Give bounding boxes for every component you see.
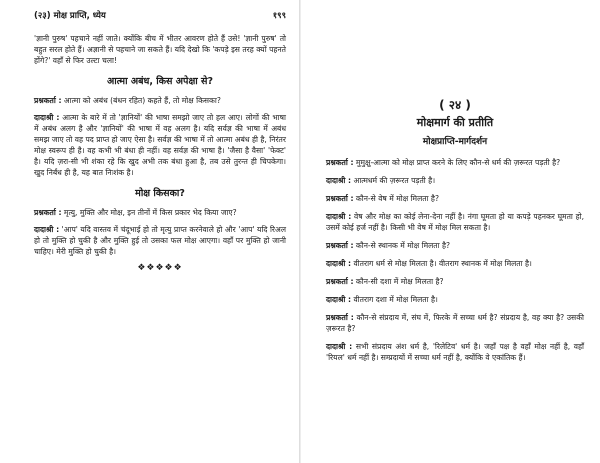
dialogue-answer xyxy=(326,341,584,363)
dialogue-question xyxy=(326,312,584,334)
dialogue-text: वेष और मोक्ष का कोई लेना-देना नहीं है। नंगा घूमता हो या कपड़े पहनकर घूमता हो, उसमें कोई हर्ज नहीं है। किसी भी वेष में मोक्ष मिल सकता है। xyxy=(326,212,584,232)
dialogue-text: वीतराग दशा में मोक्ष मिलता है। xyxy=(351,295,438,304)
speaker-label: दादाश्री : xyxy=(326,342,353,351)
dialogue-question xyxy=(326,193,584,204)
speaker-label: दादाश्री : xyxy=(326,259,352,268)
dialogue-text: आत्मा को अबंध (बंधन रहित) कहते हैं, तो मोक्ष किसका? xyxy=(61,96,221,105)
chapter-number: ( २४ ) xyxy=(439,98,471,112)
dialogue-text: आत्मधर्म की ज़रूरत पड़ती है। xyxy=(351,176,436,185)
dialogue-text: कौन-सी दशा में मोक्ष मिलता है? xyxy=(353,277,444,286)
speaker-label: दादाश्री : xyxy=(34,225,60,234)
dialogue-text: वीतराग धर्म से मोक्ष मिलता है। वीतराग स्थानक में मोक्ष मिलता है। xyxy=(351,259,532,268)
dialogue-text: कौन-से वेष में मोक्ष मिलता है? xyxy=(353,194,439,203)
dialogue-text: मुमुक्षु-आत्मा को मोक्ष प्राप्त करने के लिए कौन-से धर्म की ज़रूरत पड़ती है? xyxy=(353,158,561,167)
chapter-subtitle: मोक्षप्राप्ति-मार्गदर्शन xyxy=(422,137,488,147)
intro-paragraph: 'ज्ञानी पुरुष' पहचाने नहीं जाते। क्योंकि बीच में भीतर आवरण होते हैं उसे! 'ज्ञानी पुरुष' तो बहुत सरल होते हैं। अज्ञानी से पहचाने जा सकते हैं। यदि देखो कि 'कपड़े इस तरह क्यों पहनते होंगे?' वहाँ से फिर उल्टा चला! xyxy=(34,34,286,65)
dialogue-question xyxy=(326,276,584,287)
speaker-label: दादाश्री : xyxy=(326,176,352,185)
dialogue-text: 'आप' यदि वास्तव में चंदूभाई हो तो मृत्यु प्राप्त करनेवाले हो और 'आप' यदि रिअल हो तो मुक्ति हो चुकी है और मुक्ति हुई तो उसका फल मोक्ष आएगा। वहाँ पर मुक्ति हो जानी चाहिए। मेरी मुक्ति हो चुकी है। xyxy=(34,225,286,256)
dialogue-text: सभी संप्रदाय अंश धर्म है, 'रिलेटिव' धर्म है। जहाँ पक्ष है वहाँ मोक्ष नहीं है, वहाँ 'रियल' धर्म नहीं है। सम्प्रदायों में सच्चा धर्म नहीं है, क्योंकि वे एकांतिक हैं। xyxy=(326,342,584,362)
speaker-label: प्रश्नकर्ता : xyxy=(34,208,62,217)
dialogue-question xyxy=(326,157,584,168)
speaker-label: दादाश्री : xyxy=(34,113,60,122)
dialogue-question xyxy=(326,240,584,251)
speaker-label: प्रश्नकर्ता : xyxy=(326,194,354,203)
speaker-label: प्रश्नकर्ता : xyxy=(326,277,354,286)
dialogue-text: आत्मा के बारे में तो 'ज्ञानियों' की भाषा समझो जाए तो हल आए। लोगों की भाषा में अबंध अलग है और 'ज्ञानियों' की भाषा में वह अलग है। यदि सर्वज्ञ की भाषा में अबंध समझ जाए तो वह पद प्राप्त हो जाए ऐसा है। सर्वज्ञ की भाषा में तो आत्मा अबंध ही है, निरंतर मोक्ष स्वरूप ही है। वह कभी भी बंधा ही नहीं। वह सर्वज्ञ की भाषा है। 'जैसा है वैसा' 'फेक्ट' है। यदि ज़रा-सी भी शंका रहे कि खुद अभी तक बंधा हुआ है, तब उसे तुरन्त ही चिपकेगा। खुद निर्बंध ही है, यह बात निःशंक है। xyxy=(34,113,286,177)
page-number: १९९ xyxy=(272,11,286,21)
dialogue-answer xyxy=(34,224,286,257)
dialogue-answer xyxy=(326,211,584,233)
dialogue-answer xyxy=(326,175,584,186)
chapter-title: मोक्षमार्ग की प्रतीति xyxy=(416,116,494,129)
dialogue-question xyxy=(34,207,286,218)
section-ornament: ❖❖❖❖❖ xyxy=(137,263,183,273)
dialogue-question xyxy=(34,95,286,106)
header-title: (२३) मोक्ष प्राप्ति, ध्येय xyxy=(34,11,106,21)
speaker-label: प्रश्नकर्ता : xyxy=(326,241,354,250)
dialogue-answer xyxy=(34,112,286,178)
section-heading-atma-abandh: आत्मा अबंध, किस अपेक्षा से? xyxy=(107,76,213,87)
speaker-label: प्रश्नकर्ता : xyxy=(34,96,62,105)
running-header xyxy=(34,10,286,21)
dialogue-text: मृत्यु, मुक्ति और मोक्ष, इन तीनों में किस प्रकार भेद किया जाए? xyxy=(61,208,237,217)
dialogue-answer xyxy=(326,294,584,305)
dialogue-text: कौन-से स्थानक में मोक्ष मिलता है? xyxy=(353,241,451,250)
speaker-label: प्रश्नकर्ता : xyxy=(326,313,354,322)
speaker-label: प्रश्नकर्ता : xyxy=(326,158,354,167)
dialogue-answer xyxy=(326,258,584,269)
dialogue-text: कौन-से संप्रदाय में, संघ में, फिरके में सच्चा धर्म है? संप्रदाय है, वह क्या है? उसकी ज़रूरत है? xyxy=(326,313,584,333)
speaker-label: दादाश्री : xyxy=(326,212,352,221)
speaker-label: दादाश्री : xyxy=(326,295,352,304)
right-page xyxy=(300,0,600,463)
section-heading-moksha-kiska: मोक्ष किसका? xyxy=(135,188,185,199)
